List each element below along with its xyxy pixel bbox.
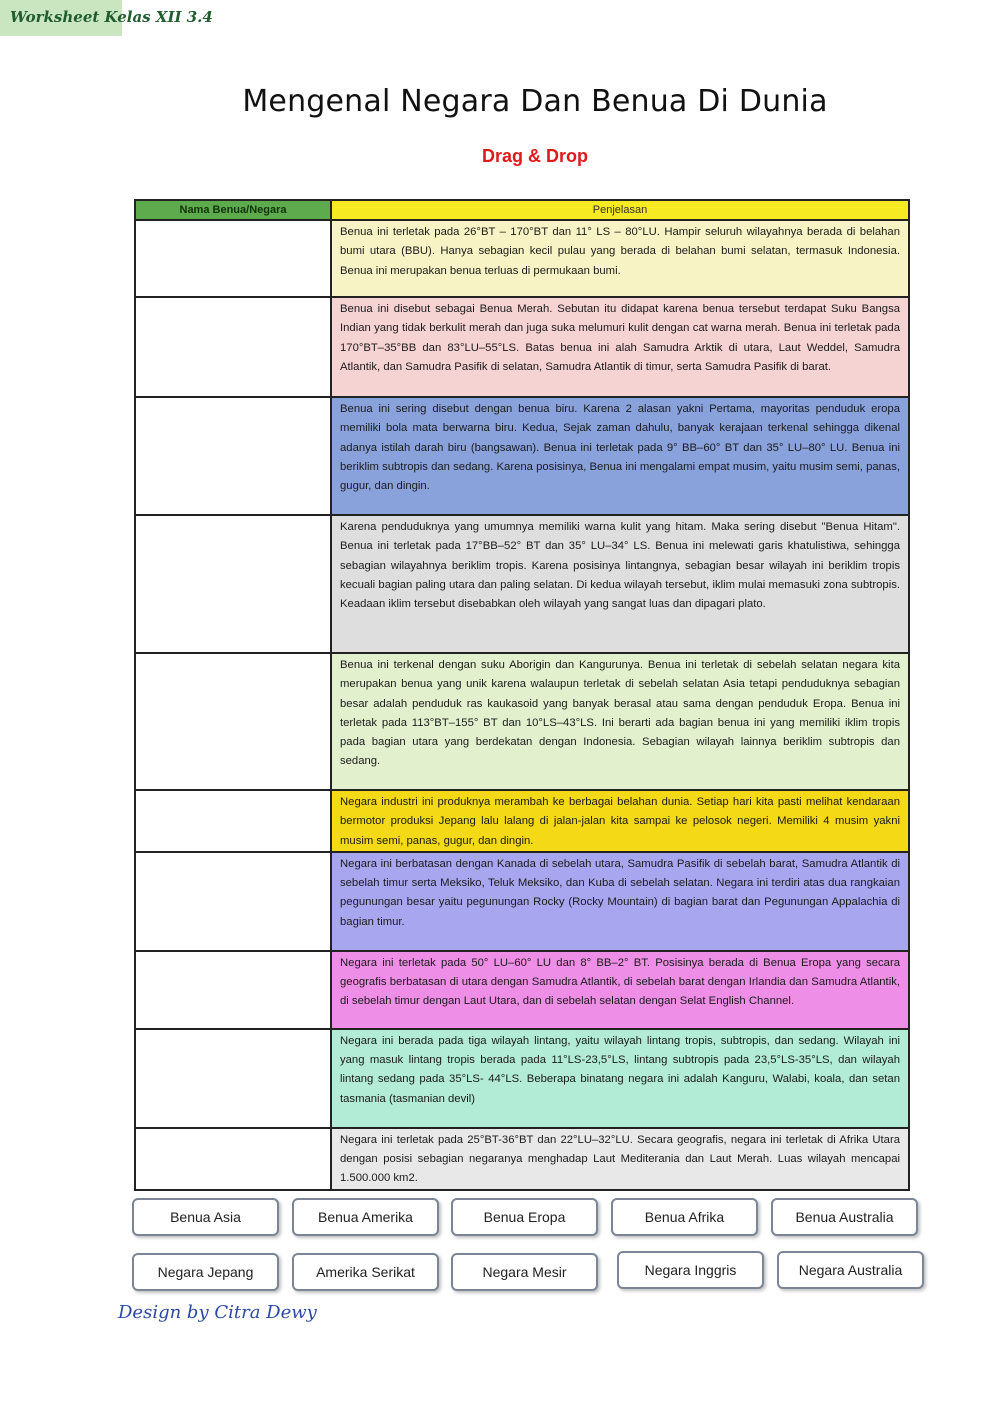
- description-cell: Negara ini berada pada tiga wilayah lintang, yaitu wilayah lintang tropis, subtropis, dan sedang. Wilayah ini yang masuk lintang tropis berada pada 11°LS-23,5°LS, lintang subtropis pada 23,5°LS-35°LS, dan wilayah lintang sedang pada 35°LS- 44°LS. Beberapa binatang negara ini adalah Kanguru, Walabi, koala, dan setan tasmania (tasmanian devil): [331, 1029, 909, 1128]
- table-row: [135, 852, 909, 951]
- description-cell: Benua ini disebut sebagai Benua Merah. Sebutan itu didapat karena benua tersebut terdapat Suku Bangsa Indian yang tidak berkulit merah dan juga suka melumuri kulit dengan cat warna merah. Benua ini terletak pada 170°BT–35°BB dan 83°LU–55°LS. Batas benua ini alah Samudra Arktik di utara, Laut Weddel, Samudra Atlantik, dan Samudra Pasifik di selatan, Samudra Atlantik di timur, serta Samudra Pasifik di barat.: [331, 297, 909, 397]
- table-body: [135, 220, 909, 1190]
- drop-zone[interactable]: [135, 1029, 331, 1128]
- matching-table: [134, 199, 910, 1191]
- description-cell: Negara ini terletak pada 25°BT-36°BT dan 22°LU–32°LU. Secara geografis, negara ini terletak di Afrika Utara dengan posisi sebagian negaranya menghadap Laut Mediterania dan Laut Merah. Luas wilayah mencapai 1.500.000 km2.: [331, 1128, 909, 1190]
- drop-zone[interactable]: [135, 297, 331, 397]
- page-title: Mengenal Negara Dan Benua Di Dunia: [242, 84, 828, 119]
- option-chip[interactable]: Benua Asia: [132, 1198, 279, 1236]
- table-header-row: [135, 200, 909, 220]
- option-chip[interactable]: Benua Amerika: [292, 1198, 439, 1236]
- drop-zone[interactable]: [135, 653, 331, 790]
- worksheet-tag-text: Worksheet Kelas XII 3.4: [10, 8, 213, 26]
- table-row: [135, 1128, 909, 1190]
- drop-zone[interactable]: [135, 515, 331, 653]
- table-row: [135, 220, 909, 297]
- matching-table-container: [134, 199, 910, 1189]
- table-row: [135, 297, 909, 397]
- drop-zone[interactable]: [135, 1128, 331, 1190]
- table-row: [135, 397, 909, 515]
- table-row: [135, 790, 909, 852]
- description-cell: Negara ini berbatasan dengan Kanada di sebelah utara, Samudra Pasifik di sebelah barat, Samudra Atlantik di sebelah timur serta Meksiko, Teluk Meksiko, dan Kuba di sebelah selatan. Negara ini terdiri atas dua rangkaian pegunungan besar yaitu pegunungan Rocky (Rocky Mountain) di bagian barat dan Pegunungan Appalachia di bagian timur.: [331, 852, 909, 951]
- option-chip[interactable]: Benua Eropa: [451, 1198, 598, 1236]
- table-row: [135, 951, 909, 1029]
- description-cell: Benua ini terletak pada 26°BT – 170°BT dan 11° LS – 80°LU. Hampir seluruh wilayahnya berada di belahan bumi utara (BBU). Hanya sebagian kecil pulau yang berada di belahan bumi selatan, termasuk Indonesia. Benua ini merupakan benua terluas di permukaan bumi.: [331, 220, 909, 297]
- option-chip[interactable]: Amerika Serikat: [292, 1253, 439, 1291]
- header-name-column: Nama Benua/Negara: [135, 200, 331, 220]
- worksheet-tag: [0, 0, 213, 36]
- option-chip[interactable]: Negara Jepang: [132, 1253, 279, 1291]
- drop-zone[interactable]: [135, 220, 331, 297]
- drop-zone[interactable]: [135, 852, 331, 951]
- table-row: [135, 653, 909, 790]
- header-description-column: Penjelasan: [331, 200, 909, 220]
- option-chip[interactable]: Negara Mesir: [451, 1253, 598, 1291]
- option-chip[interactable]: Negara Inggris: [617, 1251, 764, 1289]
- activity-subtitle: Drag & Drop: [481, 146, 588, 166]
- description-cell: Negara ini terletak pada 50° LU–60° LU dan 8° BB–2° BT. Posisinya berada di Benua Eropa yang secara geografis berbatasan di utara dengan Samudra Atlantik, di sebelah barat dengan Irlandia dan Samudra Atlantik, di sebelah timur dengan Laut Utara, dan di sebelah selatan dengan Selat English Channel.: [331, 951, 909, 1029]
- table-row: [135, 515, 909, 653]
- option-chip[interactable]: Benua Australia: [771, 1198, 918, 1236]
- description-cell: Negara industri ini produknya merambah ke berbagai belahan dunia. Setiap hari kita pasti melihat kendaraan bermotor produksi Jepang lalu lalang di jalan-jalan kita sampai ke pelosok negeri. Memiliki 4 musim yakni musim semi, panas, gugur, dan dingin.: [331, 790, 909, 852]
- table-row: [135, 1029, 909, 1128]
- description-cell: Benua ini sering disebut dengan benua biru. Karena 2 alasan yakni Pertama, mayoritas penduduk eropa memiliki bola mata berwarna biru. Kedua, Sejak zaman dahulu, banyak kerajaan terkenal sehingga dikenal adanya istilah darah biru (bangsawan). Benua ini terletak pada 9° BB–60° BT dan 35° LU–80° LU. Benua ini beriklim subtropis dan sedang. Karena posisinya, Benua ini mengalami empat musim, yaitu musim semi, panas, gugur, dan dingin.: [331, 397, 909, 515]
- drop-zone[interactable]: [135, 397, 331, 515]
- description-cell: Karena penduduknya yang umumnya memiliki warna kulit yang hitam. Maka sering disebut "Benua Hitam". Benua ini terletak pada 17°BB–52° BT dan 35° LU–34° LS. Benua ini melewati garis khatulistiwa, sehingga sebagian wilayahnya beriklim tropis. Karena posisinya lintangnya, sebagian besar wilayah ini beriklim tropis kecuali bagian paling utara dan paling selatan. Di kedua wilayah tersebut, iklim mulai memasuki zona subtropis. Keadaan iklim tersebut disebabkan oleh wilayah yang sangat luas dan dipagari plato.: [331, 515, 909, 653]
- designer-signature: Design by Citra Dewy: [118, 1302, 317, 1323]
- drop-zone[interactable]: [135, 790, 331, 852]
- option-chip[interactable]: Benua Afrika: [611, 1198, 758, 1236]
- drop-zone[interactable]: [135, 951, 331, 1029]
- option-chip[interactable]: Negara Australia: [777, 1251, 924, 1289]
- description-cell: Benua ini terkenal dengan suku Aborigin dan Kangurunya. Benua ini terletak di sebelah selatan negara kita merupakan benua yang unik karena walaupun terletak di sebelah selatan Asia tetapi penduduknya sebagian besar adalah penduduk ras kaukasoid yang banyak berasal atau sama dengan penduduk Eropa. Benua ini terletak pada 113°BT–155° BT dan 10°LS–43°LS. Ini berarti ada bagian benua ini yang memiliki iklim tropis pada bagian utara yang berdekatan dengan Indonesia. Sebagian wilayah lainnya beriklim subtropis dan sedang.: [331, 653, 909, 790]
